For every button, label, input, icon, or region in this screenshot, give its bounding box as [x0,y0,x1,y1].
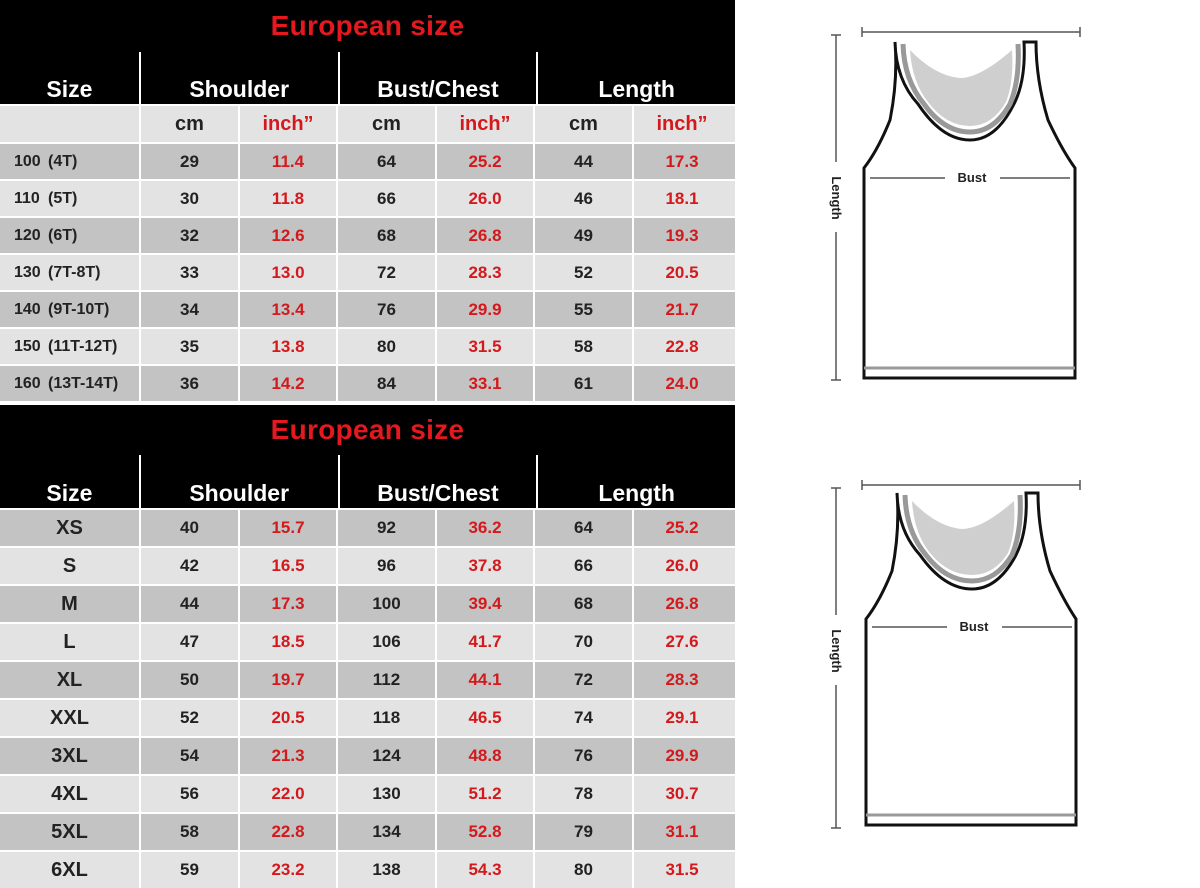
length-cm-cell: 66 [533,548,632,584]
bust-cm-cell: 106 [336,624,435,660]
shoulder-cm-cell: 36 [139,366,238,401]
unit-cm: cm [533,106,632,142]
shoulder-cm-cell: 42 [139,548,238,584]
length-inch-cell: 31.1 [632,814,730,850]
length-inch-cell: 19.3 [632,218,730,253]
bust-cm-cell: 130 [336,776,435,812]
length-cm-cell: 78 [533,776,632,812]
shoulder-inch-cell: 22.0 [238,776,336,812]
table-row [0,142,735,179]
bust-cm-cell: 100 [336,586,435,622]
bust-cm-cell: 92 [336,510,435,546]
header-size: Size [46,76,93,102]
shoulder-cm-cell: 34 [139,292,238,327]
length-inch-cell: 29.9 [632,738,730,774]
size-cell: 6XL [51,858,88,881]
shoulder-cm-cell: 32 [139,218,238,253]
shoulder-cm-cell: 54 [139,738,238,774]
bust-inch-cell: 28.3 [435,255,533,290]
shoulder-inch-cell: 13.0 [238,255,336,290]
size-cell: XXL [50,706,89,729]
bust-label: Bust [957,170,987,185]
bust-label: Bust [959,619,989,634]
bust-inch-cell: 52.8 [435,814,533,850]
shoulder-inch-cell: 16.5 [238,548,336,584]
length-cm-cell: 64 [533,510,632,546]
size-number: 140 [14,300,41,318]
table-row [0,216,735,253]
tank-top-diagram [800,473,1100,873]
length-inch-cell: 24.0 [632,366,730,401]
size-cell: L [63,630,76,653]
size-number: 100 [14,152,41,170]
size-cell [0,255,139,290]
kids-size-table [0,0,735,401]
length-cm-cell: 72 [533,662,632,698]
shoulder-inch-cell: 23.2 [238,852,336,888]
size-cell: M [61,592,78,615]
length-inch-cell: 28.3 [632,662,730,698]
bust-cm-cell: 72 [336,255,435,290]
length-inch-cell: 26.8 [632,586,730,622]
bust-cm-cell: 134 [336,814,435,850]
table-row [0,812,735,850]
header-size: Size [46,480,93,506]
size-cell: XL [56,668,83,691]
length-inch-cell: 25.2 [632,510,730,546]
size-age: (5T) [48,189,78,207]
table-row [0,327,735,364]
size-cell [0,181,139,216]
shoulder-cm-cell: 40 [139,510,238,546]
header-bust-chest: Bust/Chest [338,52,537,104]
bust-inch-cell: 54.3 [435,852,533,888]
table-row [0,850,735,888]
unit-inch: inch” [632,106,730,142]
unit-inch: inch” [238,106,336,142]
table-title: European size [0,405,735,455]
size-cell [0,218,139,253]
bust-inch-cell: 46.5 [435,700,533,736]
bust-inch-cell: 44.1 [435,662,533,698]
size-cell: 3XL [51,744,88,767]
shoulder-inch-cell: 17.3 [238,586,336,622]
size-cell [0,292,139,327]
table-row [0,290,735,327]
size-cell: 4XL [51,782,88,805]
shoulder-inch-cell: 13.4 [238,292,336,327]
shoulder-inch-cell: 12.6 [238,218,336,253]
unit-inch: inch” [435,106,533,142]
width-arrow [862,27,1080,37]
bust-cm-cell: 124 [336,738,435,774]
shoulder-inch-cell: 11.4 [238,144,336,179]
shoulder-inch-cell: 18.5 [238,624,336,660]
size-number: 130 [14,263,41,281]
adult-table-body [0,508,735,888]
bust-cm-cell: 80 [336,329,435,364]
bust-cm-cell: 84 [336,366,435,401]
bust-cm-cell: 96 [336,548,435,584]
size-number: 110 [14,189,40,207]
table-header [0,455,735,508]
length-inch-cell: 20.5 [632,255,730,290]
shoulder-cm-cell: 56 [139,776,238,812]
kids-table-body [0,142,735,401]
length-cm-cell: 68 [533,586,632,622]
length-cm-cell: 79 [533,814,632,850]
shoulder-cm-cell: 59 [139,852,238,888]
bust-inch-cell: 26.0 [435,181,533,216]
size-number: 160 [14,374,41,392]
table-title: European size [0,0,735,52]
units-blank [0,106,139,142]
shoulder-inch-cell: 14.2 [238,366,336,401]
table-row [0,508,735,546]
shoulder-cm-cell: 50 [139,662,238,698]
shoulder-cm-cell: 58 [139,814,238,850]
length-inch-cell: 30.7 [632,776,730,812]
size-cell: 5XL [51,820,88,843]
size-cell: XS [56,516,83,539]
header-shoulder: Shoulder [139,52,338,104]
length-cm-cell: 76 [533,738,632,774]
shoulder-inch-cell: 15.7 [238,510,336,546]
shoulder-cm-cell: 30 [139,181,238,216]
size-age: (6T) [48,226,78,244]
bust-inch-cell: 36.2 [435,510,533,546]
table-row [0,736,735,774]
length-label: Length [829,176,844,220]
bust-inch-cell: 31.5 [435,329,533,364]
bust-inch-cell: 25.2 [435,144,533,179]
units-row [0,104,735,142]
bust-inch-cell: 26.8 [435,218,533,253]
unit-cm: cm [336,106,435,142]
shoulder-cm-cell: 52 [139,700,238,736]
length-inch-cell: 31.5 [632,852,730,888]
bust-cm-cell: 76 [336,292,435,327]
length-label: Length [829,629,844,673]
table-row [0,622,735,660]
size-cell [0,329,139,364]
table-row [0,364,735,401]
length-cm-cell: 44 [533,144,632,179]
length-cm-cell: 55 [533,292,632,327]
length-inch-cell: 17.3 [632,144,730,179]
shoulder-cm-cell: 47 [139,624,238,660]
bust-inch-cell: 37.8 [435,548,533,584]
adult-size-table [0,405,735,888]
length-cm-cell: 61 [533,366,632,401]
bust-cm-cell: 66 [336,181,435,216]
shoulder-inch-cell: 22.8 [238,814,336,850]
size-age: (7T-8T) [48,263,101,281]
shoulder-inch-cell: 11.8 [238,181,336,216]
size-number: 150 [14,337,41,355]
size-number: 120 [14,226,41,244]
length-cm-cell: 46 [533,181,632,216]
bust-inch-cell: 33.1 [435,366,533,401]
length-cm-cell: 49 [533,218,632,253]
length-cm-cell: 74 [533,700,632,736]
size-cell [0,144,139,179]
size-cell [0,366,139,401]
shoulder-inch-cell: 19.7 [238,662,336,698]
size-age: (4T) [48,152,78,170]
bust-inch-cell: 51.2 [435,776,533,812]
header-length: Length [536,455,735,508]
bust-inch-cell: 41.7 [435,624,533,660]
length-inch-cell: 21.7 [632,292,730,327]
length-inch-cell: 27.6 [632,624,730,660]
table-row [0,179,735,216]
table-row [0,774,735,812]
table-row [0,546,735,584]
unit-cm: cm [139,106,238,142]
size-cell: S [62,554,77,577]
shoulder-cm-cell: 44 [139,586,238,622]
size-age: (13T-14T) [48,374,119,392]
shoulder-inch-cell: 20.5 [238,700,336,736]
table-header [0,52,735,104]
shoulder-inch-cell: 13.8 [238,329,336,364]
bust-cm-cell: 68 [336,218,435,253]
table-row [0,584,735,622]
length-cm-cell: 80 [533,852,632,888]
bust-cm-cell: 138 [336,852,435,888]
header-shoulder: Shoulder [139,455,338,508]
header-bust-chest: Bust/Chest [338,455,537,508]
bust-cm-cell: 64 [336,144,435,179]
length-inch-cell: 18.1 [632,181,730,216]
shoulder-cm-cell: 33 [139,255,238,290]
bust-cm-cell: 112 [336,662,435,698]
length-cm-cell: 70 [533,624,632,660]
length-inch-cell: 22.8 [632,329,730,364]
shoulder-cm-cell: 35 [139,329,238,364]
length-cm-cell: 58 [533,329,632,364]
size-age: (9T-10T) [48,300,110,318]
length-inch-cell: 26.0 [632,548,730,584]
length-cm-cell: 52 [533,255,632,290]
shoulder-cm-cell: 29 [139,144,238,179]
bust-inch-cell: 48.8 [435,738,533,774]
bust-inch-cell: 29.9 [435,292,533,327]
tank-top-diagram [800,20,1100,420]
bust-inch-cell: 39.4 [435,586,533,622]
table-row [0,660,735,698]
length-inch-cell: 29.1 [632,700,730,736]
bust-cm-cell: 118 [336,700,435,736]
width-arrow [862,480,1080,490]
size-age: (11T-12T) [48,337,118,355]
shoulder-inch-cell: 21.3 [238,738,336,774]
table-row [0,698,735,736]
header-length: Length [536,52,735,104]
table-row [0,253,735,290]
